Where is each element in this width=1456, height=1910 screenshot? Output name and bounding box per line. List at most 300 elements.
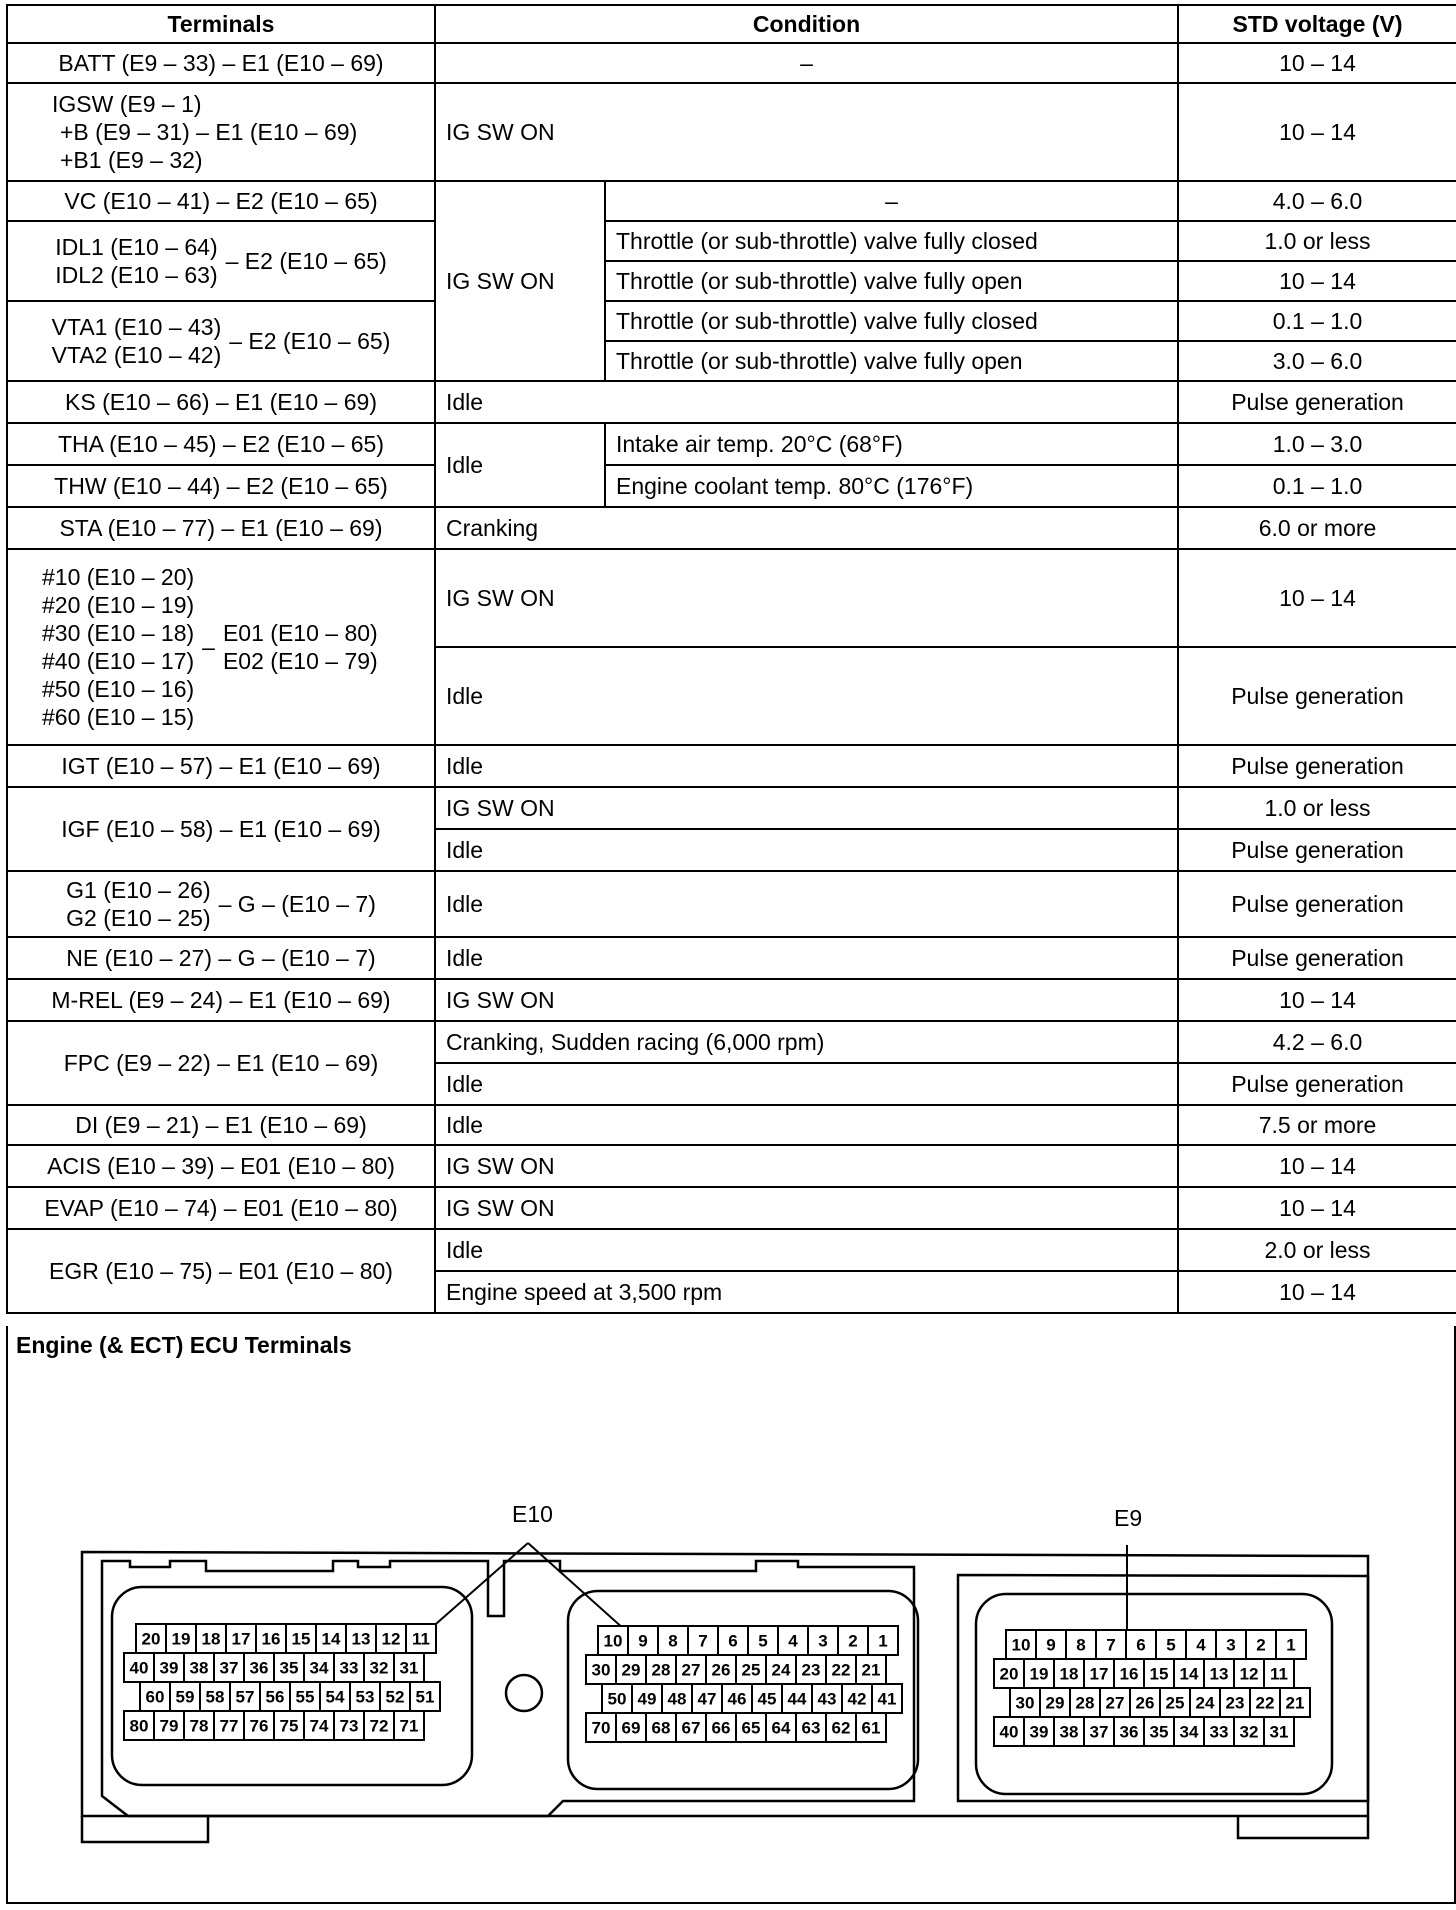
ecu-terminal-diagram <box>6 1326 1456 1904</box>
e10-pin-28 <box>646 1655 676 1684</box>
e10-pin-36 <box>244 1653 274 1682</box>
voltage-cell: Pulse generation <box>1178 829 1456 871</box>
e10-pin-label: 67 <box>681 1718 701 1738</box>
e10-pin-50 <box>602 1684 632 1713</box>
e9-pin-24 <box>1190 1688 1220 1717</box>
e10-pin-60 <box>140 1682 170 1711</box>
e10-pin-label: 3 <box>818 1631 828 1651</box>
condition-cell: Idle <box>435 871 1178 937</box>
e10-pin-63 <box>796 1713 826 1742</box>
terminal-line: #20 (E10 – 19) <box>42 592 195 618</box>
e10-pin-label: 68 <box>651 1718 671 1738</box>
terminal-cell <box>7 549 435 745</box>
e10-pin-label: 48 <box>667 1689 687 1709</box>
e10-pin-53 <box>350 1682 380 1711</box>
e10-pin-32 <box>364 1653 394 1682</box>
e9-pin-label: 39 <box>1029 1722 1049 1742</box>
condition-cell: Idle <box>435 937 1178 979</box>
e10-pin-11 <box>406 1624 436 1653</box>
e10-pin-13 <box>346 1624 376 1653</box>
e10-pin-label: 32 <box>369 1658 389 1678</box>
ecu-mount-tab-left <box>82 1816 208 1842</box>
e9-pin-36 <box>1114 1717 1144 1746</box>
e10-pin-label: 34 <box>309 1658 329 1678</box>
e9-pin-2 <box>1246 1630 1276 1659</box>
terminal-dash: – <box>202 634 215 660</box>
e10-pin-label: 77 <box>219 1716 239 1736</box>
e10-pin-29 <box>616 1655 646 1684</box>
document <box>6 4 1456 1904</box>
voltage-cell: 10 – 14 <box>1178 1271 1456 1313</box>
e9-pin-6 <box>1126 1630 1156 1659</box>
e9-pin-40 <box>994 1717 1024 1746</box>
voltage-cell: 10 – 14 <box>1178 261 1456 301</box>
condition-cell: Idle <box>435 829 1178 871</box>
e10-pin-38 <box>184 1653 214 1682</box>
e10-pin-42 <box>842 1684 872 1713</box>
e10-pin-label: 4 <box>788 1631 798 1651</box>
e10-label: E10 <box>512 1501 553 1527</box>
e10-pin-80 <box>124 1711 154 1740</box>
e10-pin-22 <box>826 1655 856 1684</box>
condition-cell: – <box>605 181 1178 221</box>
condition-cell: IG SW ON <box>435 1145 1178 1187</box>
e9-pin-label: 30 <box>1015 1693 1035 1713</box>
terminal-voltage-table <box>6 4 1456 1314</box>
e10-pin-16 <box>256 1624 286 1653</box>
e10-pin-label: 64 <box>771 1718 791 1738</box>
e10-pin-47 <box>692 1684 722 1713</box>
header-voltage: STD voltage (V) <box>1178 5 1456 43</box>
e10-pin-label: 5 <box>758 1631 768 1651</box>
e10-pin-6 <box>718 1626 748 1655</box>
voltage-cell: 1.0 or less <box>1178 221 1456 261</box>
e10-pin-76 <box>244 1711 274 1740</box>
e10-pin-label: 72 <box>369 1716 389 1736</box>
e10-pin-label: 31 <box>399 1658 419 1678</box>
voltage-cell: Pulse generation <box>1178 647 1456 745</box>
terminal-cell: STA (E10 – 77) – E1 (E10 – 69) <box>7 507 435 549</box>
e10-pin-label: 18 <box>201 1629 221 1649</box>
e9-pin-label: 33 <box>1209 1722 1229 1742</box>
e9-pin-32 <box>1234 1717 1264 1746</box>
e10-pin-72 <box>364 1711 394 1740</box>
voltage-cell: 3.0 – 6.0 <box>1178 341 1456 381</box>
e10-pin-19 <box>166 1624 196 1653</box>
e10-pin-71 <box>394 1711 424 1740</box>
condition-cell: Engine coolant temp. 80°C (176°F) <box>605 465 1178 507</box>
e10-pin-label: 78 <box>189 1716 209 1736</box>
table-row <box>7 745 1456 787</box>
terminal-line: +B (E9 – 31) – E1 (E10 – 69) <box>60 119 358 145</box>
table-row <box>7 301 1456 341</box>
e9-pin-label: 8 <box>1076 1635 1086 1655</box>
e9-pin-28 <box>1070 1688 1100 1717</box>
e10-pin-14 <box>316 1624 346 1653</box>
e10-pin-label: 62 <box>831 1718 851 1738</box>
e9-pin-5 <box>1156 1630 1186 1659</box>
e9-pin-label: 38 <box>1059 1722 1079 1742</box>
e10-pin-64 <box>766 1713 796 1742</box>
e10-pin-9 <box>628 1626 658 1655</box>
voltage-cell: 10 – 14 <box>1178 979 1456 1021</box>
e10-pin-label: 65 <box>741 1718 761 1738</box>
e10-pin-label: 9 <box>638 1631 648 1651</box>
e9-pin-18 <box>1054 1659 1084 1688</box>
e10-pin-33 <box>334 1653 364 1682</box>
condition-cell: Cranking <box>435 507 1178 549</box>
condition-cell: Engine speed at 3,500 rpm <box>435 1271 1178 1313</box>
e10-pin-label: 79 <box>159 1716 179 1736</box>
e10-pin-2 <box>838 1626 868 1655</box>
terminal-line: #40 (E10 – 17) <box>42 648 195 674</box>
e9-pin-label: 15 <box>1149 1664 1169 1684</box>
e10-pin-label: 54 <box>325 1687 345 1707</box>
e10-pin-label: 33 <box>339 1658 359 1678</box>
terminal-line: G1 (E10 – 26) <box>66 877 211 903</box>
condition-cell: IG SW ON <box>435 83 1178 181</box>
terminal-line: – E2 (E10 – 65) <box>225 248 387 274</box>
header-condition: Condition <box>435 5 1178 43</box>
e10-pin-label: 1 <box>878 1631 888 1651</box>
e10-pin-1 <box>868 1626 898 1655</box>
condition-cell: Idle <box>435 1063 1178 1105</box>
e10-pin-label: 74 <box>309 1716 329 1736</box>
terminal-cell <box>7 301 435 381</box>
e10-pin-label: 37 <box>219 1658 239 1678</box>
e10-left-pin-grid <box>124 1624 440 1740</box>
terminal-cell <box>7 221 435 301</box>
e9-pin-35 <box>1144 1717 1174 1746</box>
voltage-cell: 10 – 14 <box>1178 1145 1456 1187</box>
e10-pin-label: 39 <box>159 1658 179 1678</box>
e9-pin-label: 14 <box>1179 1664 1199 1684</box>
e10-pin-label: 15 <box>291 1629 311 1649</box>
e10-pin-label: 6 <box>728 1631 738 1651</box>
e9-pin-3 <box>1216 1630 1246 1659</box>
e9-pin-label: 19 <box>1029 1664 1049 1684</box>
voltage-cell: 1.0 or less <box>1178 787 1456 829</box>
e10-pin-label: 16 <box>261 1629 281 1649</box>
e9-pin-17 <box>1084 1659 1114 1688</box>
ecu-mount-tab-right <box>1238 1816 1368 1838</box>
e9-pin-label: 4 <box>1196 1635 1206 1655</box>
terminal-line: – G – (E10 – 7) <box>218 891 376 917</box>
terminal-line: #10 (E10 – 20) <box>42 564 195 590</box>
e10-pin-15 <box>286 1624 316 1653</box>
e10-pin-label: 53 <box>355 1687 375 1707</box>
terminal-line: – E2 (E10 – 65) <box>229 328 391 354</box>
e9-pin-21 <box>1280 1688 1310 1717</box>
e9-pin-label: 27 <box>1105 1693 1125 1713</box>
e9-pin-label: 35 <box>1149 1722 1169 1742</box>
e9-pin-label: 25 <box>1165 1693 1185 1713</box>
e9-pin-16 <box>1114 1659 1144 1688</box>
e9-pin-39 <box>1024 1717 1054 1746</box>
e10-pin-74 <box>304 1711 334 1740</box>
voltage-cell: 4.0 – 6.0 <box>1178 181 1456 221</box>
e9-pin-label: 2 <box>1256 1635 1266 1655</box>
table-row <box>7 43 1456 83</box>
table-row <box>7 549 1456 647</box>
e10-pin-label: 52 <box>385 1687 405 1707</box>
e10-pin-label: 10 <box>603 1631 623 1651</box>
e10-pin-label: 45 <box>757 1689 777 1709</box>
voltage-cell: 0.1 – 1.0 <box>1178 301 1456 341</box>
e10-pin-label: 12 <box>381 1629 401 1649</box>
terminal-cell: NE (E10 – 27) – G – (E10 – 7) <box>7 937 435 979</box>
condition-cell: Throttle (or sub-throttle) valve fully open <box>605 341 1178 381</box>
e9-pin-9 <box>1036 1630 1066 1659</box>
e10-pin-label: 51 <box>415 1687 435 1707</box>
e10-pin-label: 55 <box>295 1687 315 1707</box>
e10-pin-68 <box>646 1713 676 1742</box>
e10-pin-label: 75 <box>279 1716 299 1736</box>
e10-pin-label: 70 <box>591 1718 611 1738</box>
e10-pin-18 <box>196 1624 226 1653</box>
e10-pin-label: 60 <box>145 1687 165 1707</box>
e10-pin-label: 11 <box>412 1629 430 1649</box>
e10-pin-45 <box>752 1684 782 1713</box>
e10-pin-label: 69 <box>621 1718 641 1738</box>
e9-pin-10 <box>1006 1630 1036 1659</box>
terminal-line: VTA1 (E10 – 43) <box>51 314 222 340</box>
voltage-cell: 1.0 – 3.0 <box>1178 423 1456 465</box>
e10-pin-label: 17 <box>231 1629 251 1649</box>
e10-pin-46 <box>722 1684 752 1713</box>
condition-cell: Idle <box>435 745 1178 787</box>
e10-pin-69 <box>616 1713 646 1742</box>
e10-pin-10 <box>598 1626 628 1655</box>
e9-pin-label: 26 <box>1135 1693 1155 1713</box>
e9-pin-label: 17 <box>1089 1664 1109 1684</box>
e10-pin-65 <box>736 1713 766 1742</box>
diagram-title: Engine (& ECT) ECU Terminals <box>16 1332 352 1358</box>
e9-pin-label: 31 <box>1269 1722 1289 1742</box>
e10-pin-label: 21 <box>861 1660 881 1680</box>
e9-pin-4 <box>1186 1630 1216 1659</box>
e10-pin-label: 30 <box>591 1660 611 1680</box>
condition-cell: Throttle (or sub-throttle) valve fully open <box>605 261 1178 301</box>
e9-label: E9 <box>1114 1505 1143 1531</box>
e10-pin-39 <box>154 1653 184 1682</box>
terminal-line: IDL2 (E10 – 63) <box>55 262 218 288</box>
table-row <box>7 181 1456 221</box>
e10-pin-27 <box>676 1655 706 1684</box>
terminal-cell: THW (E10 – 44) – E2 (E10 – 65) <box>7 465 435 507</box>
terminal-cell: IGF (E10 – 58) – E1 (E10 – 69) <box>7 787 435 871</box>
e9-pin-label: 9 <box>1046 1635 1056 1655</box>
e10-pin-55 <box>290 1682 320 1711</box>
voltage-cell: Pulse generation <box>1178 381 1456 423</box>
table-row <box>7 937 1456 979</box>
e10-pin-label: 50 <box>607 1689 627 1709</box>
e10-pin-77 <box>214 1711 244 1740</box>
e10-pin-label: 47 <box>697 1689 717 1709</box>
e9-pin-31 <box>1264 1717 1294 1746</box>
table-row <box>7 423 1456 465</box>
e10-pin-label: 57 <box>235 1687 255 1707</box>
voltage-cell: 0.1 – 1.0 <box>1178 465 1456 507</box>
e10-pin-label: 24 <box>771 1660 791 1680</box>
e10-pin-37 <box>214 1653 244 1682</box>
terminal-line: #60 (E10 – 15) <box>42 704 195 730</box>
terminal-line: IGSW (E9 – 1) <box>52 91 202 117</box>
condition-cell: Idle <box>435 381 1178 423</box>
e10-pin-5 <box>748 1626 778 1655</box>
e9-pin-12 <box>1234 1659 1264 1688</box>
e9-pin-label: 40 <box>999 1722 1019 1742</box>
e10-pin-label: 40 <box>129 1658 149 1678</box>
e10-pin-label: 73 <box>339 1716 359 1736</box>
e9-pin-label: 11 <box>1270 1664 1288 1684</box>
terminal-cell: EVAP (E10 – 74) – E01 (E10 – 80) <box>7 1187 435 1229</box>
e10-pin-73 <box>334 1711 364 1740</box>
e10-pin-label: 71 <box>399 1716 419 1736</box>
e10-pin-3 <box>808 1626 838 1655</box>
e9-pin-label: 21 <box>1285 1693 1305 1713</box>
e10-pin-label: 29 <box>621 1660 641 1680</box>
condition-cell: Cranking, Sudden racing (6,000 rpm) <box>435 1021 1178 1063</box>
voltage-cell: 10 – 14 <box>1178 43 1456 83</box>
e9-pin-label: 34 <box>1179 1722 1199 1742</box>
e10-pin-label: 28 <box>651 1660 671 1680</box>
e10-pin-67 <box>676 1713 706 1742</box>
e10-pin-24 <box>766 1655 796 1684</box>
e9-pin-label: 20 <box>999 1664 1019 1684</box>
table-row <box>7 1021 1456 1063</box>
e10-pin-label: 43 <box>817 1689 837 1709</box>
e10-pin-label: 49 <box>637 1689 657 1709</box>
e10-pin-52 <box>380 1682 410 1711</box>
e10-pin-12 <box>376 1624 406 1653</box>
e10-pin-label: 19 <box>171 1629 191 1649</box>
e10-pin-78 <box>184 1711 214 1740</box>
e10-pin-label: 42 <box>847 1689 867 1709</box>
e10-pin-label: 35 <box>279 1658 299 1678</box>
e9-pin-26 <box>1130 1688 1160 1717</box>
e10-pin-70 <box>586 1713 616 1742</box>
e9-pin-label: 28 <box>1075 1693 1095 1713</box>
voltage-cell: 2.0 or less <box>1178 1229 1456 1271</box>
e10-pin-label: 80 <box>129 1716 149 1736</box>
e10-pin-label: 66 <box>711 1718 731 1738</box>
e9-pin-1 <box>1276 1630 1306 1659</box>
e9-pin-25 <box>1160 1688 1190 1717</box>
connector-drawing <box>8 1326 1454 1900</box>
e9-pin-8 <box>1066 1630 1096 1659</box>
voltage-cell: 7.5 or more <box>1178 1105 1456 1145</box>
e10-pin-label: 58 <box>205 1687 225 1707</box>
e10-pin-23 <box>796 1655 826 1684</box>
terminal-line: VTA2 (E10 – 42) <box>51 342 222 368</box>
e9-pin-label: 29 <box>1045 1693 1065 1713</box>
condition-group-cell: IG SW ON <box>435 181 605 381</box>
condition-cell: Intake air temp. 20°C (68°F) <box>605 423 1178 465</box>
e9-pin-label: 24 <box>1195 1693 1215 1713</box>
condition-cell: IG SW ON <box>435 1187 1178 1229</box>
terminal-cell: ACIS (E10 – 39) – E01 (E10 – 80) <box>7 1145 435 1187</box>
terminal-line: #30 (E10 – 18) <box>42 620 195 646</box>
e10-pin-56 <box>260 1682 290 1711</box>
table-header-row <box>7 5 1456 43</box>
e10-pin-75 <box>274 1711 304 1740</box>
e10-pin-43 <box>812 1684 842 1713</box>
e9-pin-29 <box>1040 1688 1070 1717</box>
e9-pin-label: 23 <box>1225 1693 1245 1713</box>
e10-pin-40 <box>124 1653 154 1682</box>
e9-pin-label: 5 <box>1166 1635 1176 1655</box>
table-row <box>7 507 1456 549</box>
voltage-cell: Pulse generation <box>1178 1063 1456 1105</box>
e9-pin-20 <box>994 1659 1024 1688</box>
table-row <box>7 221 1456 261</box>
e10-pin-58 <box>200 1682 230 1711</box>
condition-cell: – <box>435 43 1178 83</box>
e9-pin-label: 32 <box>1239 1722 1259 1742</box>
e10-pin-66 <box>706 1713 736 1742</box>
e9-pin-label: 6 <box>1136 1635 1146 1655</box>
condition-cell: IG SW ON <box>435 979 1178 1021</box>
condition-cell: Throttle (or sub-throttle) valve fully closed <box>605 301 1178 341</box>
e10-pin-label: 8 <box>668 1631 678 1651</box>
e10-pin-label: 46 <box>727 1689 747 1709</box>
e9-pin-label: 37 <box>1089 1722 1109 1742</box>
voltage-cell: 4.2 – 6.0 <box>1178 1021 1456 1063</box>
terminal-cell: FPC (E9 – 22) – E1 (E10 – 69) <box>7 1021 435 1105</box>
e10-pin-7 <box>688 1626 718 1655</box>
table-row <box>7 1145 1456 1187</box>
e9-pin-33 <box>1204 1717 1234 1746</box>
e10-pin-20 <box>136 1624 166 1653</box>
condition-cell: Idle <box>435 1105 1178 1145</box>
e10-pin-41 <box>872 1684 902 1713</box>
e10-pin-59 <box>170 1682 200 1711</box>
terminal-line: E01 (E10 – 80) <box>222 620 378 646</box>
e10-pin-30 <box>586 1655 616 1684</box>
e10-pin-label: 13 <box>351 1629 371 1649</box>
terminal-line: +B1 (E9 – 32) <box>60 147 203 173</box>
e9-pin-13 <box>1204 1659 1234 1688</box>
e9-pin-27 <box>1100 1688 1130 1717</box>
table-row <box>7 1105 1456 1145</box>
e10-pin-79 <box>154 1711 184 1740</box>
terminal-line: IDL1 (E10 – 64) <box>55 234 218 260</box>
condition-cell: Idle <box>435 647 1178 745</box>
terminal-cell <box>7 871 435 937</box>
e10-pin-label: 26 <box>711 1660 731 1680</box>
terminal-cell: M-REL (E9 – 24) – E1 (E10 – 69) <box>7 979 435 1021</box>
e10-pin-label: 63 <box>801 1718 821 1738</box>
e10-pin-8 <box>658 1626 688 1655</box>
e9-pin-14 <box>1174 1659 1204 1688</box>
e10-pin-label: 44 <box>787 1689 807 1709</box>
table-row <box>7 979 1456 1021</box>
e9-pin-30 <box>1010 1688 1040 1717</box>
e10-pin-34 <box>304 1653 334 1682</box>
e10-pin-49 <box>632 1684 662 1713</box>
e10-pin-label: 27 <box>681 1660 701 1680</box>
terminal-cell: THA (E10 – 45) – E2 (E10 – 65) <box>7 423 435 465</box>
e10-pin-label: 14 <box>321 1629 341 1649</box>
e10-pin-44 <box>782 1684 812 1713</box>
e9-pin-label: 1 <box>1286 1635 1296 1655</box>
e10-pin-label: 36 <box>249 1658 269 1678</box>
condition-cell: Throttle (or sub-throttle) valve fully closed <box>605 221 1178 261</box>
e10-pin-label: 41 <box>877 1689 897 1709</box>
e10-pin-31 <box>394 1653 424 1682</box>
e10-pin-label: 56 <box>265 1687 285 1707</box>
